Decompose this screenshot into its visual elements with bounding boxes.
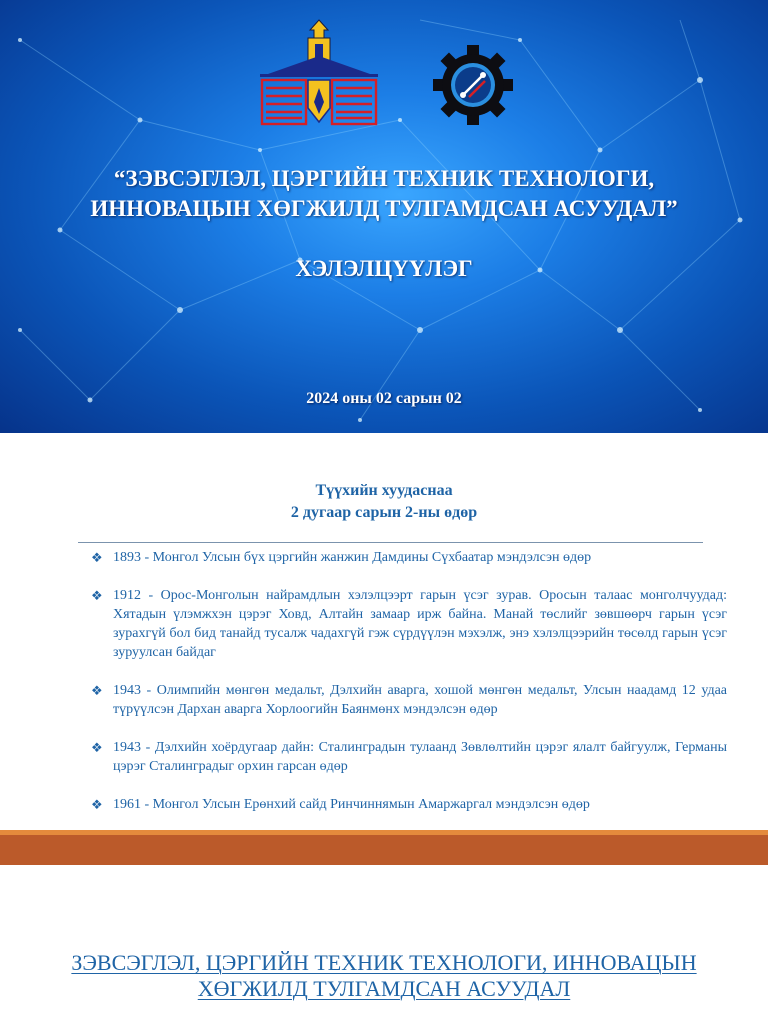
footer-title-line1: ЗЭВСЭГЛЭЛ, ЦЭРГИЙН ТЕХНИК ТЕХНОЛОГИ, ИННОВАЦЫН [71,950,697,975]
bullet-icon: ❖ [91,588,103,603]
list-item [91,548,727,567]
list-item [91,795,727,814]
history-events-list [91,548,727,814]
event-text: 1943 - Дэлхийн хоёрдугаар дайн: Сталинградын тулаанд Зөвлөлтийн цэрэг ялалт байгуулж, Германы цэрэг Сталинградыг орхин гарсан өдөр [113,740,727,774]
bullet-icon: ❖ [91,683,103,698]
event-date: 2024 оны 02 сарын 02 [306,390,462,407]
list-item [91,586,727,662]
gear-logo-icon [432,44,514,126]
bullet-icon: ❖ [91,740,103,755]
history-subtitle: 2 дугаар сарын 2-ны өдөр [290,504,478,521]
history-heading [0,480,768,524]
divider [78,542,703,543]
event-title-line1: “ЗЭВСЭГЛЭЛ, ЦЭРГИЙН ТЕХНИК ТЕХНОЛОГИ, [113,166,655,191]
event-text: 1961 - Монгол Улсын Ерөнхий сайд Ринчиннямын Амаржаргал мэндэлсэн өдөр [113,797,590,812]
list-item [91,738,727,776]
event-title-line2: ИННОВАЦЫН ХӨГЖИЛД ТУЛГАМДСАН АСУУДАЛ” [90,196,678,221]
header-banner [0,0,768,433]
history-title: Түүхийн хуудаснаа [315,482,453,499]
event-text: 1893 - Монгол Улсын бүх цэргийн жанжин Дамдины Сүхбаатар мэндэлсэн өдөр [113,550,592,565]
emblem-logo-icon [258,18,380,128]
footer-title [0,950,768,1002]
list-item [91,681,727,719]
bullet-icon: ❖ [91,550,103,565]
event-text: 1943 - Олимпийн мөнгөн медальт, Дэлхийн аварга, хошой мөнгөн медальт, Улсын наадамд 12 удаа түрүүлсэн Дархан аварга Хорлоогийн Баянмөнх мэндэлсэн өдөр [113,683,727,717]
event-subtitle: ХЭЛЭЛЦҮҮЛЭГ [295,256,473,281]
footer-title-line2: ХӨГЖИЛД ТУЛГАМДСАН АСУУДАЛ [197,976,571,1001]
event-title [40,164,728,224]
event-text: 1912 - Орос-Монголын найрамдлын хэлэлцээрт гарын үсэг зурав. Оросын талаас монголчуудад: Хятадын үлэмжхэн цэрэг Ховд, Алтайн замаар ирж байна. Манай төслийг зөвшөөрч гарын үсэг зурахгүй бол бид танайд тусалж чадахгүй гэж сүрдүүлэн мэхэлж, энэ хэлэлцээрийн төсөлд гарын үсэг зуруулсан байдаг [113,588,727,660]
bullet-icon: ❖ [91,797,103,812]
accent-bar [0,835,768,865]
